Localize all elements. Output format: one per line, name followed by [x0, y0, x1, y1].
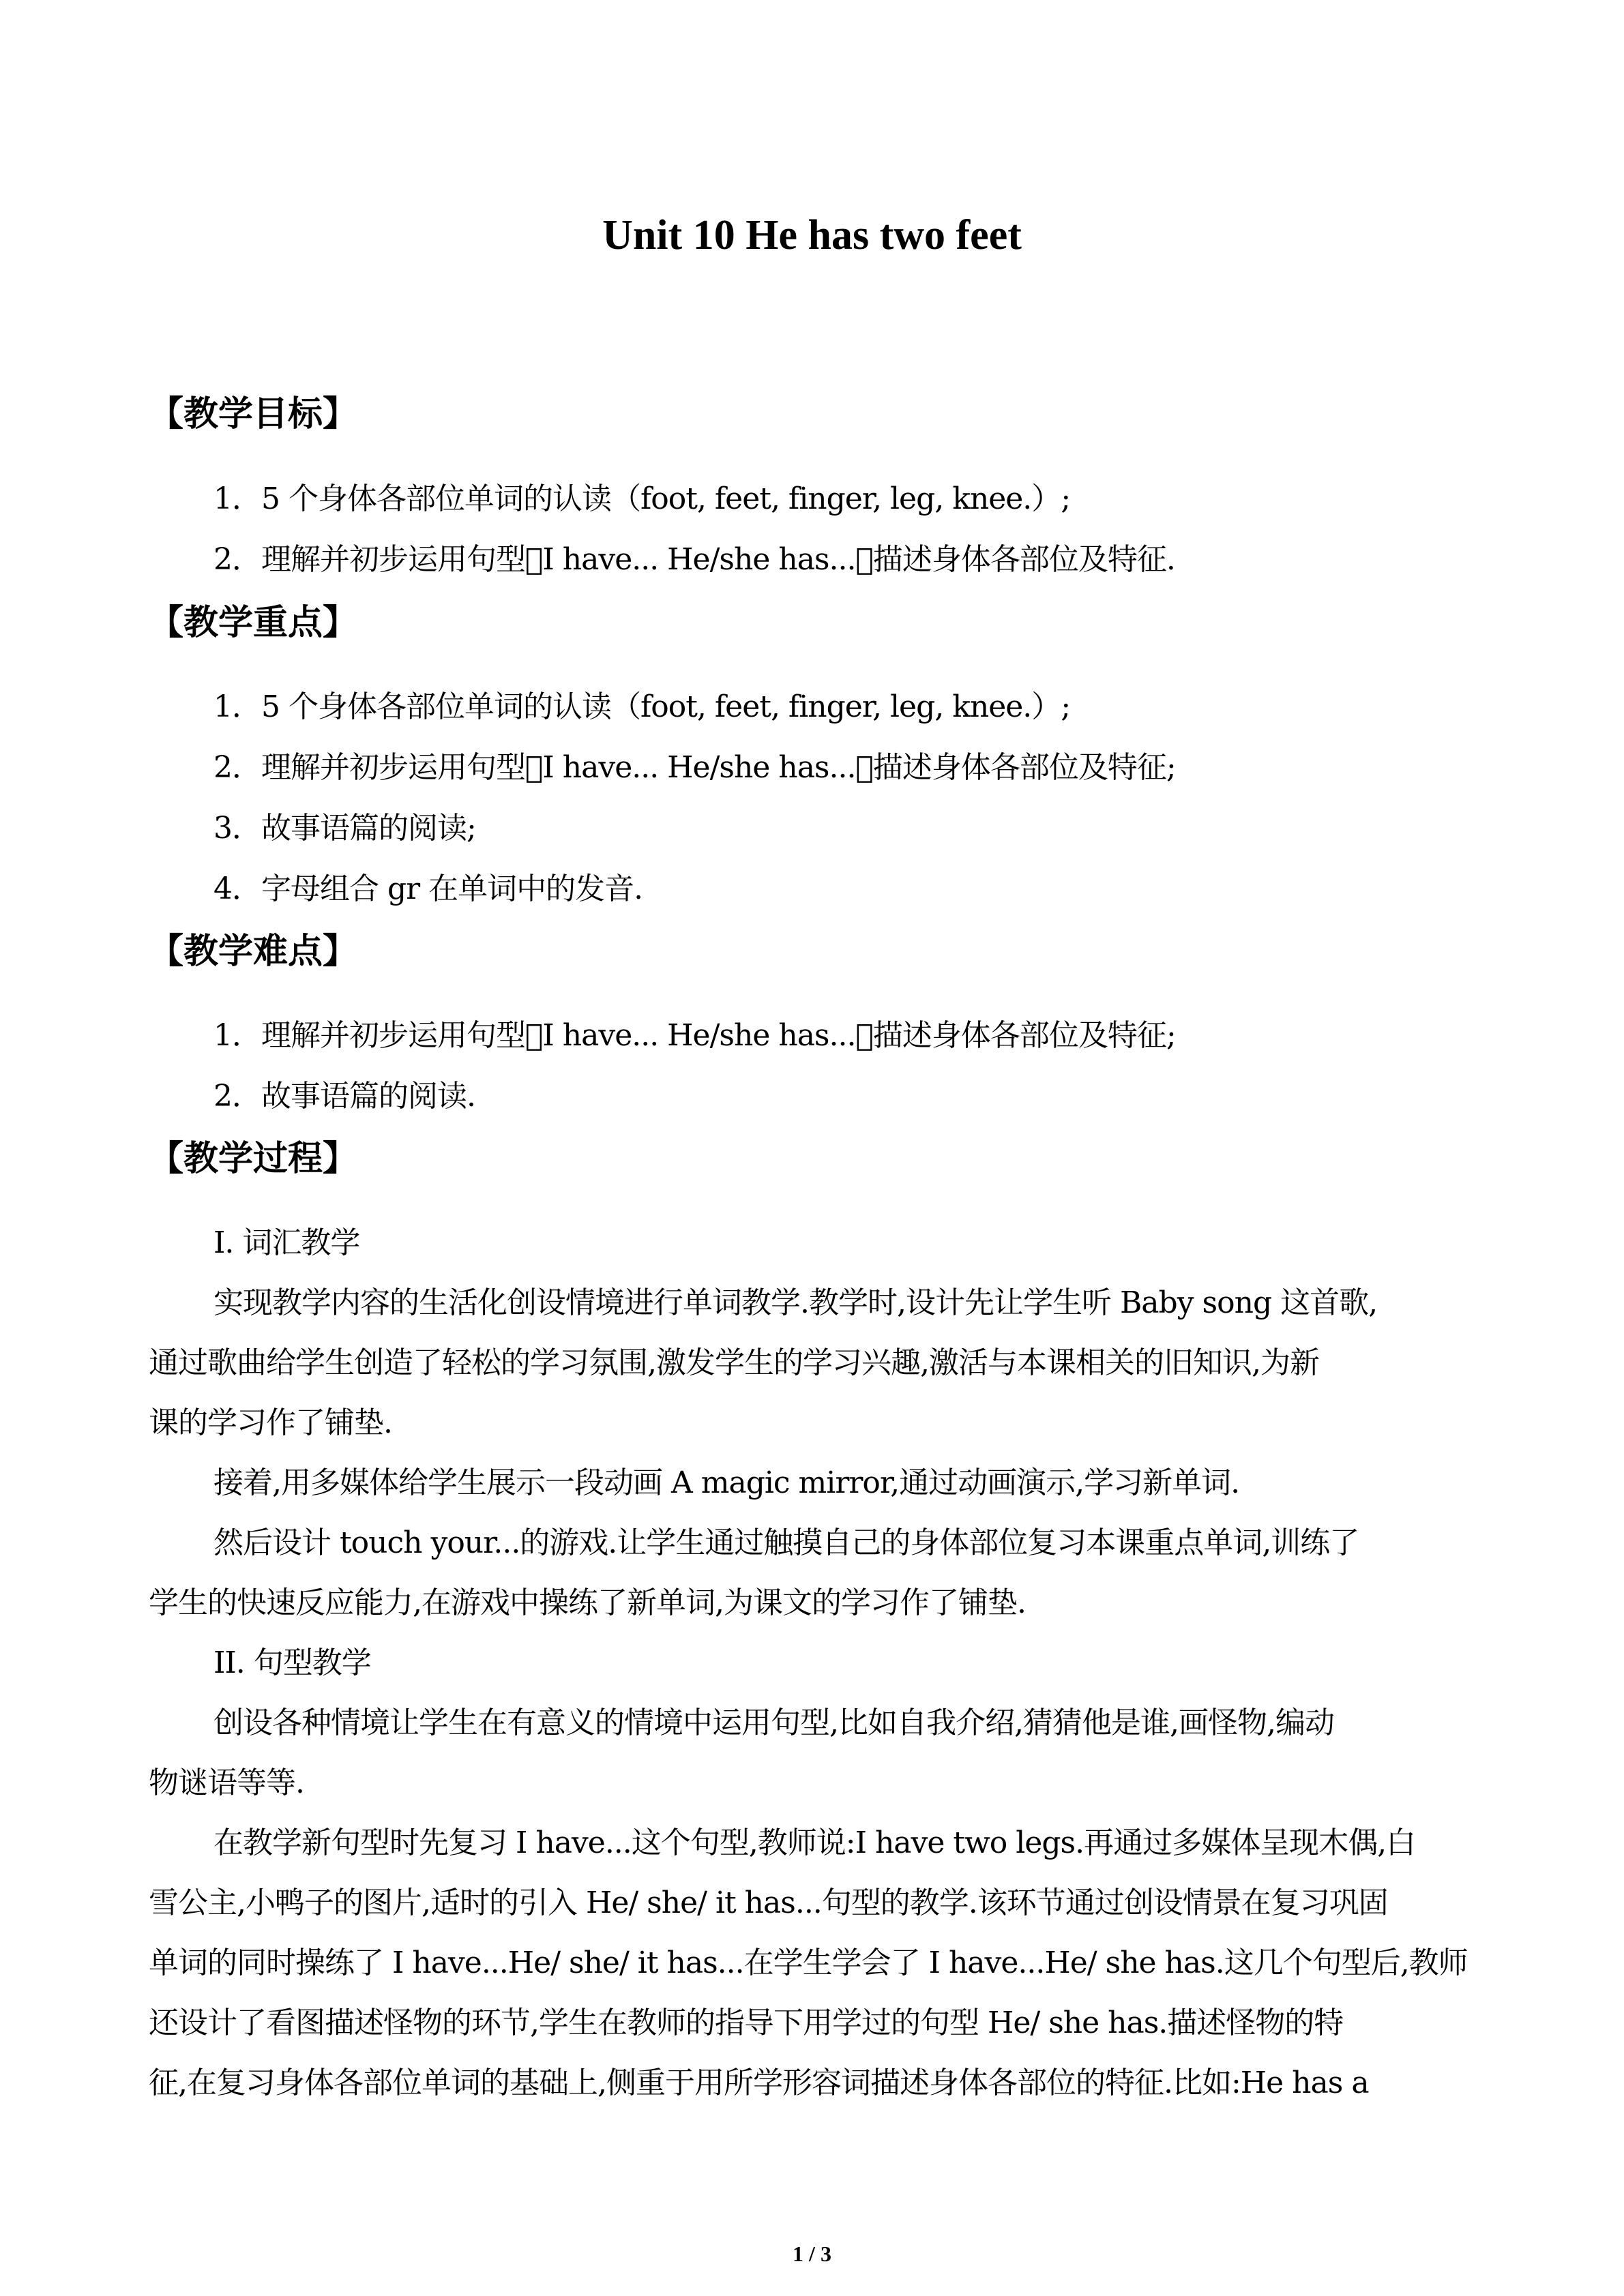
process-paragraph-line: 雪公主,小鸭子的图片,适时的引入 He/ she/ it has...句型的教学.该环节通过创设情景在复习巩固	[149, 1885, 1388, 1920]
difficulty-item: 2．故事语篇的阅读.	[213, 1079, 475, 1114]
process-paragraph-line: 学生的快速反应能力,在游戏中操练了新单词,为课文的学习作了铺垫.	[149, 1585, 1026, 1620]
process-paragraph-line: 创设各种情境让学生在有意义的情境中运用句型,比如自我介绍,猜猜他是谁,画怪物,编动	[213, 1705, 1334, 1740]
process-paragraph-line: 通过歌曲给学生创造了轻松的学习氛围,激发学生的学习兴趣,激活与本课相关的旧知识,为新	[149, 1345, 1319, 1380]
difficulty-item: 1．理解并初步运用句型 I have... He/she has... 描述身体各部位及特征;	[213, 1018, 1176, 1053]
section-heading-objectives: 【教学目标】	[149, 394, 358, 434]
section-heading-process: 【教学过程】	[149, 1139, 358, 1179]
page-title: Unit 10 He has two feet	[602, 212, 1022, 258]
key-point-item: 3．故事语篇的阅读;	[213, 811, 476, 846]
process-paragraph-line: 单词的同时操练了 I have...He/ she/ it has...在学生学会了 I have...He/ she has.这几个句型后,教师	[149, 1945, 1468, 1980]
section-heading-key-points: 【教学重点】	[149, 603, 358, 643]
process-paragraph-line: 还设计了看图描述怪物的环节,学生在教师的指导下用学过的句型 He/ she has.描述怪物的特	[149, 2006, 1344, 2040]
process-subheading-sentences: II. 句型教学	[213, 1645, 371, 1680]
process-paragraph-line: 然后设计 touch your...的游戏.让学生通过触摸自己的身体部位复习本课重点单词,训练了	[213, 1525, 1359, 1560]
page-number: 1 / 3	[793, 2241, 831, 2266]
process-paragraph-line: 接着,用多媒体给学生展示一段动画 A magic mirror,通过动画演示,学习新单词.	[213, 1465, 1240, 1500]
process-paragraph-line: 在教学新句型时先复习 I have...这个句型,教师说:I have two legs.再通过多媒体呈现木偶,白	[213, 1825, 1416, 1860]
key-point-item: 1．5 个身体各部位单词的认读（foot, feet, finger, leg, knee.）;	[213, 689, 1071, 724]
process-paragraph-line: 征,在复习身体各部位单词的基础上,侧重于用所学形容词描述身体各部位的特征.比如:He has a	[149, 2066, 1369, 2100]
objective-item: 2．理解并初步运用句型 I have... He/she has... 描述身体各部位及特征.	[213, 542, 1175, 577]
process-subheading-vocabulary: I. 词汇教学	[213, 1225, 360, 1260]
section-heading-difficulties: 【教学难点】	[149, 931, 358, 972]
process-paragraph-line: 课的学习作了铺垫.	[149, 1405, 392, 1440]
key-point-item: 4．字母组合 gr 在单词中的发音.	[213, 871, 643, 906]
process-paragraph-line: 实现教学内容的生活化创设情境进行单词教学.教学时,设计先让学生听 Baby song 这首歌,	[213, 1285, 1378, 1320]
process-paragraph-line: 物谜语等等.	[149, 1765, 304, 1800]
key-point-item: 2．理解并初步运用句型 I have... He/she has... 描述身体各部位及特征;	[213, 750, 1176, 785]
objective-item: 1．5 个身体各部位单词的认读（foot, feet, finger, leg, knee.）;	[213, 481, 1071, 516]
